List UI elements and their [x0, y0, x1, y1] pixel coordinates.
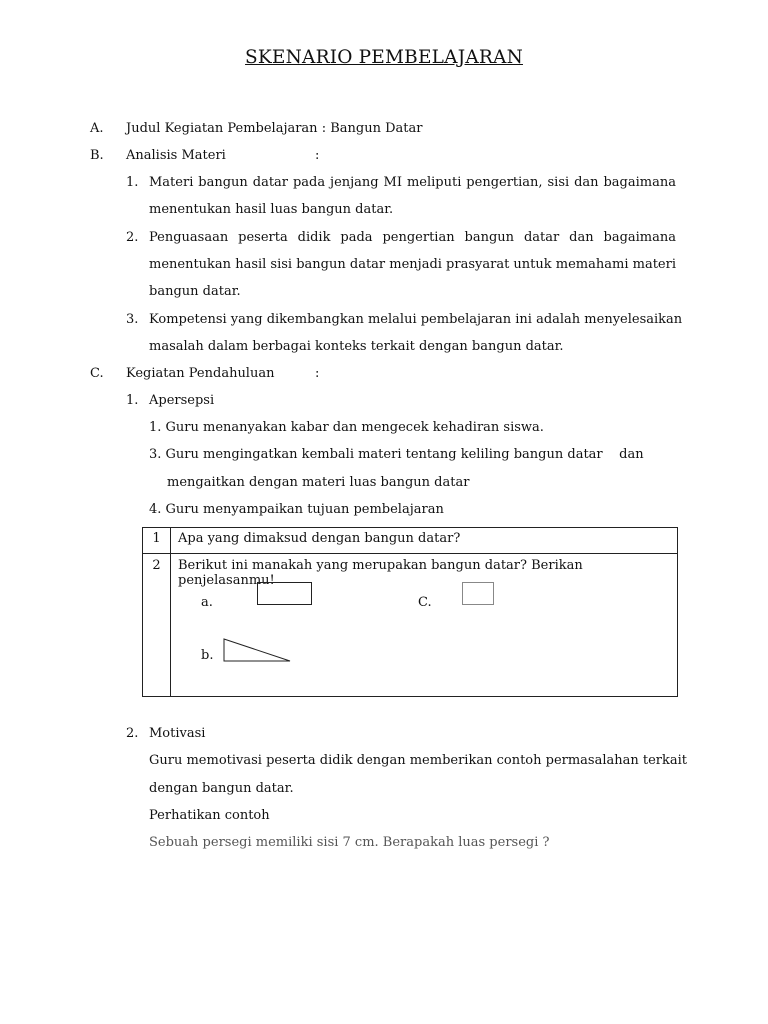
b-item-2-num: 2. — [126, 230, 139, 245]
option-a-label: a. — [201, 595, 213, 610]
b-item-1-num: 1. — [126, 175, 139, 190]
section-b-letter: B. — [90, 148, 104, 163]
apersepsi-step-continued: mengaitkan dengan materi luas bangun datar — [167, 475, 470, 490]
motivasi-num: 2. — [126, 726, 139, 741]
b-item-1-line-1: Materi bangun datar pada jenjang MI meliputi pengertian, sisi dan bagaimana — [149, 175, 676, 190]
apersepsi-step: 1. Guru menanyakan kabar dan mengecek kehadiran siswa. — [149, 420, 544, 435]
section-c-colon: : — [315, 366, 320, 381]
example-label: Perhatikan contoh — [149, 808, 270, 823]
apersepsi-num: 1. — [126, 393, 139, 408]
row-number: 1 — [143, 528, 171, 554]
question-table — [142, 527, 678, 697]
b-item-2-line-1: Penguasaan peserta didik pada pengertian bangun datar dan bagaimana — [149, 230, 676, 245]
b-item-2-line-3: bangun datar. — [149, 284, 241, 299]
page-title: SKENARIO PEMBELAJARAN — [245, 47, 523, 68]
rectangle-shape — [257, 582, 312, 605]
section-b-label: Analisis Materi — [126, 148, 226, 163]
motivasi-title: Motivasi — [149, 726, 206, 741]
example-problem: Sebuah persegi memiliki sisi 7 cm. Berapakah luas persegi ? — [149, 835, 550, 850]
section-a-letter: A. — [90, 121, 104, 136]
table-row — [143, 554, 678, 697]
question-text: Berikut ini manakah yang merupakan bangun datar? Berikan penjelasanmu! — [178, 558, 583, 588]
b-item-1-line-2: menentukan hasil luas bangun datar. — [149, 202, 394, 217]
b-item-2-line-2: menentukan hasil sisi bangun datar menjadi prasyarat untuk memahami materi — [149, 257, 676, 272]
apersepsi-step: 4. Guru menyampaikan tujuan pembelajaran — [149, 502, 444, 517]
section-c-label: Kegiatan Pendahuluan — [126, 366, 275, 381]
b-item-3-line-1: Kompetensi yang dikembangkan melalui pembelajaran ini adalah menyelesaikan — [149, 312, 683, 327]
option-b-label: b. — [201, 648, 214, 663]
section-b-colon: : — [315, 148, 320, 163]
row-number: 2 — [143, 554, 171, 697]
triangle-shape — [223, 638, 293, 664]
motivasi-line-1: Guru memotivasi peserta didik dengan memberikan contoh permasalahan terkait — [149, 753, 688, 768]
section-c-letter: C. — [90, 366, 104, 381]
section-a-text: Judul Kegiatan Pembelajaran : Bangun Datar — [126, 121, 423, 136]
table-row — [143, 528, 678, 554]
motivasi-line-2: dengan bangun datar. — [149, 781, 294, 796]
apersepsi-title: Apersepsi — [149, 393, 215, 408]
b-item-3-num: 3. — [126, 312, 139, 327]
option-c-label: C. — [418, 595, 432, 610]
square-shape — [462, 582, 494, 605]
apersepsi-step: 3. Guru mengingatkan kembali materi tentang keliling bangun datar dan — [149, 447, 644, 462]
question-cell — [171, 554, 678, 697]
question-text: Apa yang dimaksud dengan bangun datar? — [171, 528, 678, 554]
b-item-3-line-2: masalah dalam berbagai konteks terkait dengan bangun datar. — [149, 339, 564, 354]
